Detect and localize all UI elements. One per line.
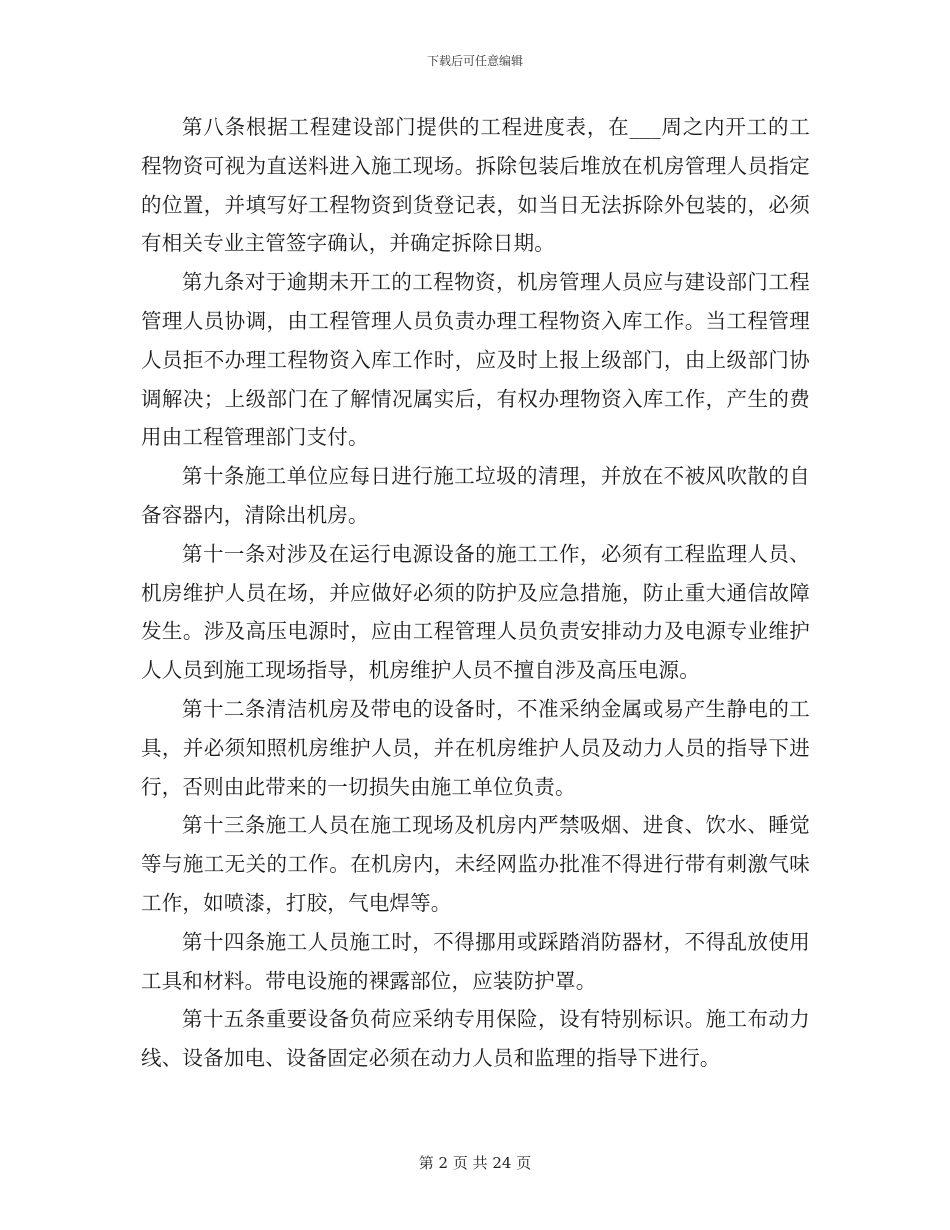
page-number-footer: 第 2 页 共 24 页: [418, 1154, 532, 1172]
paragraph-article-9: 第九条对于逾期未开工的工程物资，机房管理人员应与建设部门工程管理人员协调，由工程管理人员负责办理工程物资入库工作。当工程管理人员拒不办理工程物资入库工作时，应及时上报上级部门，由上级部门协调解决；上级部门在了解情况属实后，有权办理物资入库工作，产生的费用由工程管理部门支付。: [141, 270, 810, 450]
paragraph-article-12: 第十二条清洁机房及带电的设备时，不准采纳金属或易产生静电的工具，并必须知照机房维护人员，并在机房维护人员及动力人员的指导下进行，否则由此带来的一切损失由施工单位负责。: [141, 696, 810, 799]
document-body: [141, 108, 810, 1078]
paragraph-article-8: 第八条根据工程建设部门提供的工程进度表，在___周之内开工的工程物资可视为直送料进入施工现场。拆除包装后堆放在机房管理人员指定的位置，并填写好工程物资到货登记表，如当日无法拆除外包装的，必须有相关专业主管签字确认，并确定拆除日期。: [141, 115, 810, 256]
paragraph-article-15: 第十五条重要设备负荷应采纳专用保险，设有特别标识。施工布动力线、设备加电、设备固定必须在动力人员和监理的指导下进行。: [141, 1007, 810, 1071]
paragraph-article-10: 第十条施工单位应每日进行施工垃圾的清理，并放在不被风吹散的自备容器内，清除出机房。: [141, 464, 810, 527]
paragraph-article-13: 第十三条施工人员在施工现场及机房内严禁吸烟、进食、饮水、睡觉等与施工无关的工作。在机房内，未经网监办批准不得进行带有刺激气味工作，如喷漆，打胶，气电焊等。: [141, 813, 810, 915]
page-header-note: 下载后可任意编辑: [426, 54, 523, 68]
paragraph-article-14: 第十四条施工人员施工时，不得挪用或踩踏消防器材，不得乱放使用工具和材料。带电设施的裸露部位，应装防护罩。: [141, 929, 810, 993]
paragraph-article-11: 第十一条对涉及在运行电源设备的施工工作，必须有工程监理人员、机房维护人员在场，并应做好必须的防护及应急措施，防止重大通信故障发生。涉及高压电源时，应由工程管理人员负责安排动力及电源专业维护人人员到施工现场指导，机房维护人员不擅自涉及高压电源。: [141, 541, 810, 683]
